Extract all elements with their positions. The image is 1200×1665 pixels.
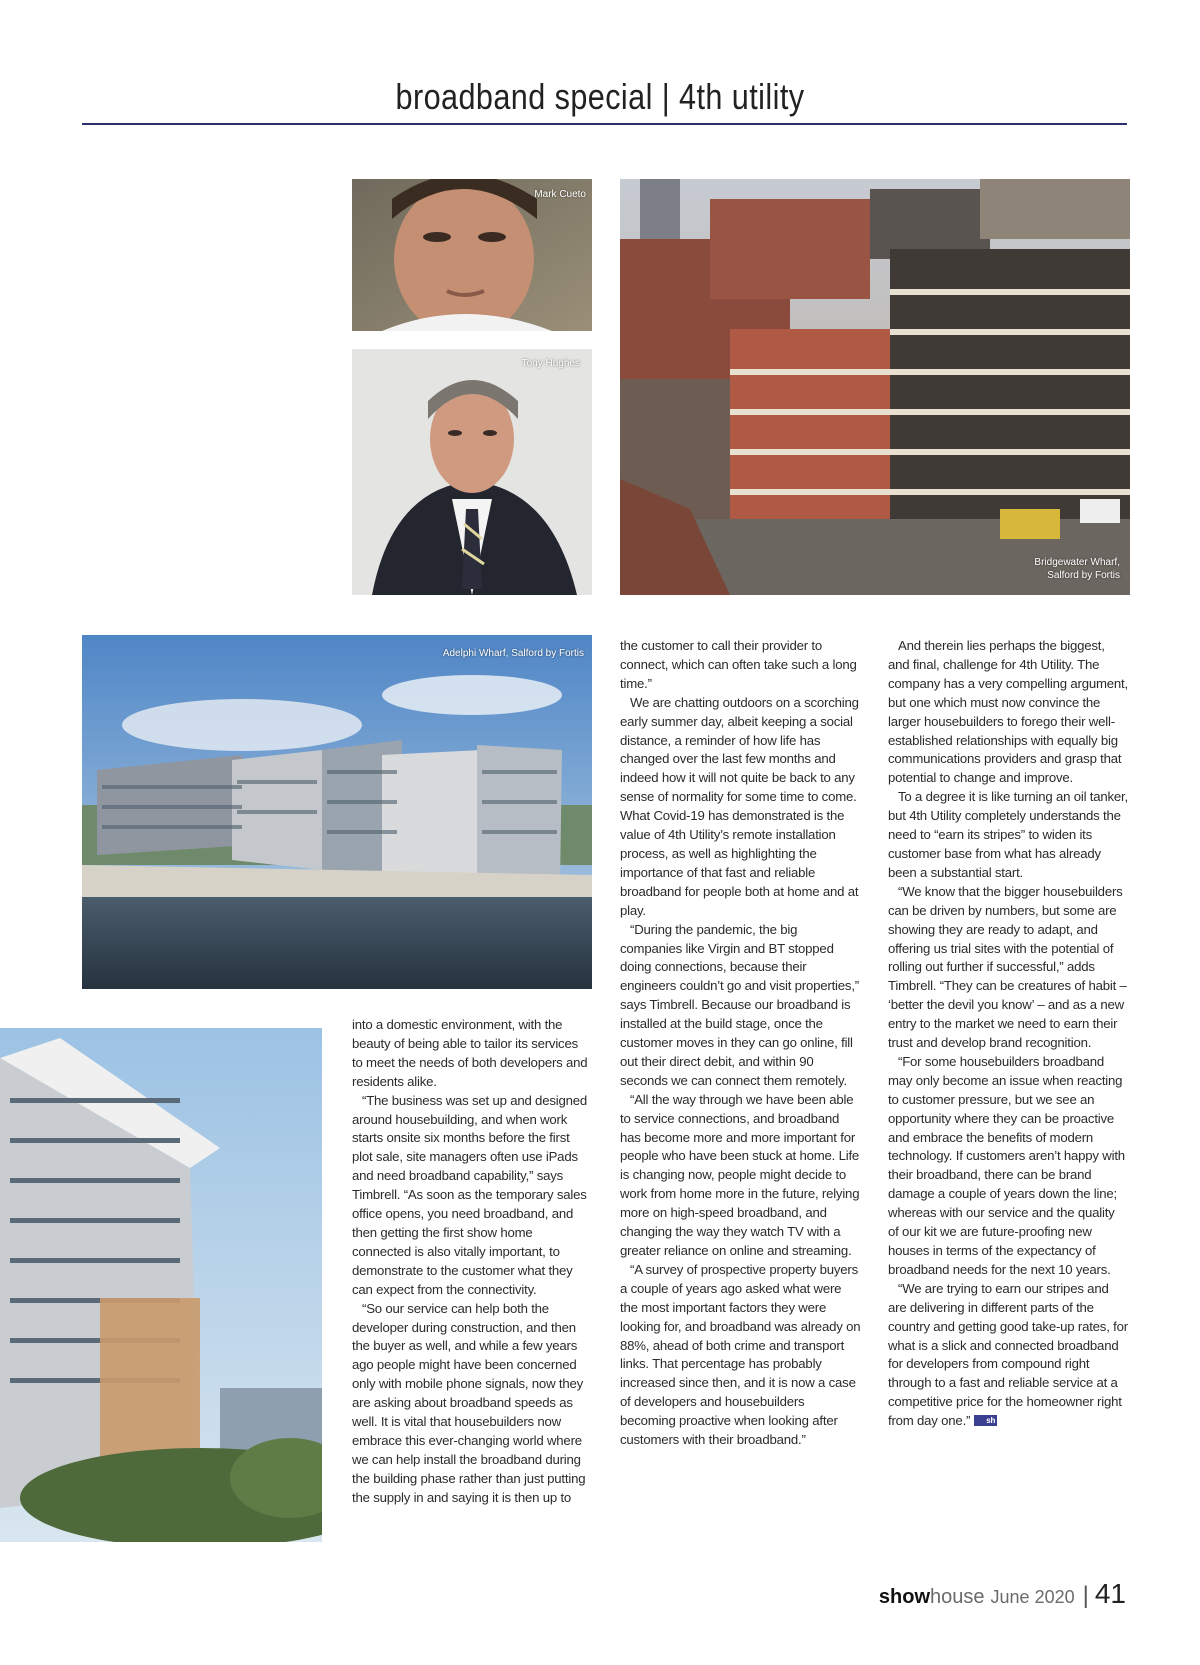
- article-paragraph: “A survey of prospective property buyers a couple of years ago asked what were the most important factors they were looking for, and broadband was already on 88%, ahead of both crime and transport links. That percentage has probably increased since then, and it is now a case of developers and housebuilders becoming proactive when looking after customers with their broadband.”: [620, 1261, 861, 1448]
- article-column-1: [352, 1016, 592, 1508]
- article-paragraph: into a domestic environment, with the beauty of being able to tailor its services to meet the needs of both developers and residents alike.: [352, 1017, 588, 1089]
- article-paragraph: “For some housebuilders broadband may only become an issue when reacting to customer pressure, but we see an opportunity where they can be proactive and embrace the benefits of modern technology. If customers aren’t happy with their broadband, there can be brand damage a couple of years down the line; whereas with our service and the quality of our kit we are future-proofing new houses in terms of the expectancy of broadband needs for the next 10 years.: [888, 1053, 1125, 1277]
- brand-show: show: [878, 1586, 931, 1608]
- article-column-2: [620, 637, 861, 1450]
- caption-tony-hughes: Tony Hughes: [521, 358, 580, 369]
- brand-house: house: [930, 1586, 985, 1608]
- caption-bridgewater-line1: Bridgewater Wharf,: [1034, 557, 1120, 568]
- article-paragraph: the customer to call their provider to connect, which can often take such a long time.”: [620, 638, 857, 691]
- end-of-article-badge: sh: [974, 1415, 997, 1426]
- caption-bridgewater-line2: Salford by Fortis: [1047, 570, 1120, 581]
- article-paragraph: We are chatting outdoors on a scorching early summer day, albeit keeping a social distance, a reminder of how life has changed over the last few months and indeed how it will not quite be back to any sense of normality for some time to come. What Covid-19 has demonstrated is the value of 4th Utility’s remote installation process, as well as highlighting the importance of that fast and reliable broadband for people both at home and at play.: [620, 694, 859, 918]
- article-paragraph: And therein lies perhaps the biggest, and final, challenge for 4th Utility. The company has a very compelling argument, but one which must now convince the larger housebuilders to forego their well-established relationships with equally big communications providers and grasp that potential to change and improve.: [888, 638, 1128, 786]
- article-paragraph: [888, 1280, 1128, 1431]
- article-paragraph: “We know that the bigger housebuilders can be driven by numbers, but some are showing they are ready to adapt, and offering us trial sites with the potential of rolling out further if successful,” adds Timbrell. “They can be creatures of habit – ‘better the devil you know’ – and as a new entry to the market we need to earn their trust and develop brand recognition.: [888, 883, 1127, 1051]
- article-paragraph: “The business was set up and designed around housebuilding, and when work starts onsite six months before the first plot sale, site managers often use iPads and need broadband capability,” says Timbrell. “As soon as the temporary sales office opens, you need broadband, and then getting the first show home connected is also vitally important, to demonstrate to the customer what they can expect from the connectivity.: [352, 1092, 587, 1297]
- article-paragraph-text: “We are trying to earn our stripes and are delivering in different parts of the country and getting good take-up rates, for what is a slick and connected broadband for developers from compound right through to a fast and reliable service at a competitive price for the homeowner right from day one.”: [888, 1280, 1128, 1429]
- article-paragraph: “All the way through we have been able to service connections, and broadband has become more and more important for people who have been stuck at home. Life is changing now, people might decide to work from home more in the future, relying more on high-speed broadband, and changing the way they watch TV with a greater reliance on online and streaming.: [620, 1091, 860, 1258]
- page-footer: [879, 1578, 1126, 1608]
- photo-mark-cueto: [352, 179, 592, 331]
- article-column-3: [888, 637, 1128, 1431]
- photo-tower-building: [0, 1028, 322, 1542]
- photo-adelphi-wharf: [82, 635, 592, 989]
- footer-separator: |: [1082, 1582, 1089, 1609]
- caption-adelphi-wharf: Adelphi Wharf, Salford by Fortis: [442, 648, 584, 659]
- photo-tony-hughes: [352, 349, 592, 595]
- header-rule: [82, 123, 1127, 125]
- caption-mark-cueto: Mark Cueto: [534, 189, 586, 200]
- page-header-title: broadband special | 4th utility: [395, 76, 805, 117]
- page-number: 41: [1094, 1578, 1126, 1609]
- issue-date: June 2020: [990, 1587, 1075, 1607]
- article-paragraph: “During the pandemic, the big companies like Virgin and BT stopped doing connections, because their engineers couldn’t go and visit properties,” says Timbrell. Because our broadband is installed at the build stage, once the customer moves in they can go online, fill out their direct debit, and within 90 seconds we can connect them remotely.: [620, 921, 859, 1088]
- article-paragraph: “So our service can help both the developer during construction, and then the buyer as well, and while a few years ago people might have been concerned only with mobile phone signals, now they are asking about broadband speeds as well. It is vital that housebuilders now embrace this ever-changing world where we can help install the broadband during the building phase rather than just putting the supply in and saying it is then up to: [352, 1300, 586, 1505]
- caption-bridgewater-wharf: [1000, 556, 1120, 582]
- article-paragraph: To a degree it is like turning an oil tanker, but 4th Utility completely understands the need to “earn its stripes” to widen its customer base from what has already been a substantial start.: [888, 789, 1128, 880]
- photo-bridgewater-wharf: [620, 179, 1130, 595]
